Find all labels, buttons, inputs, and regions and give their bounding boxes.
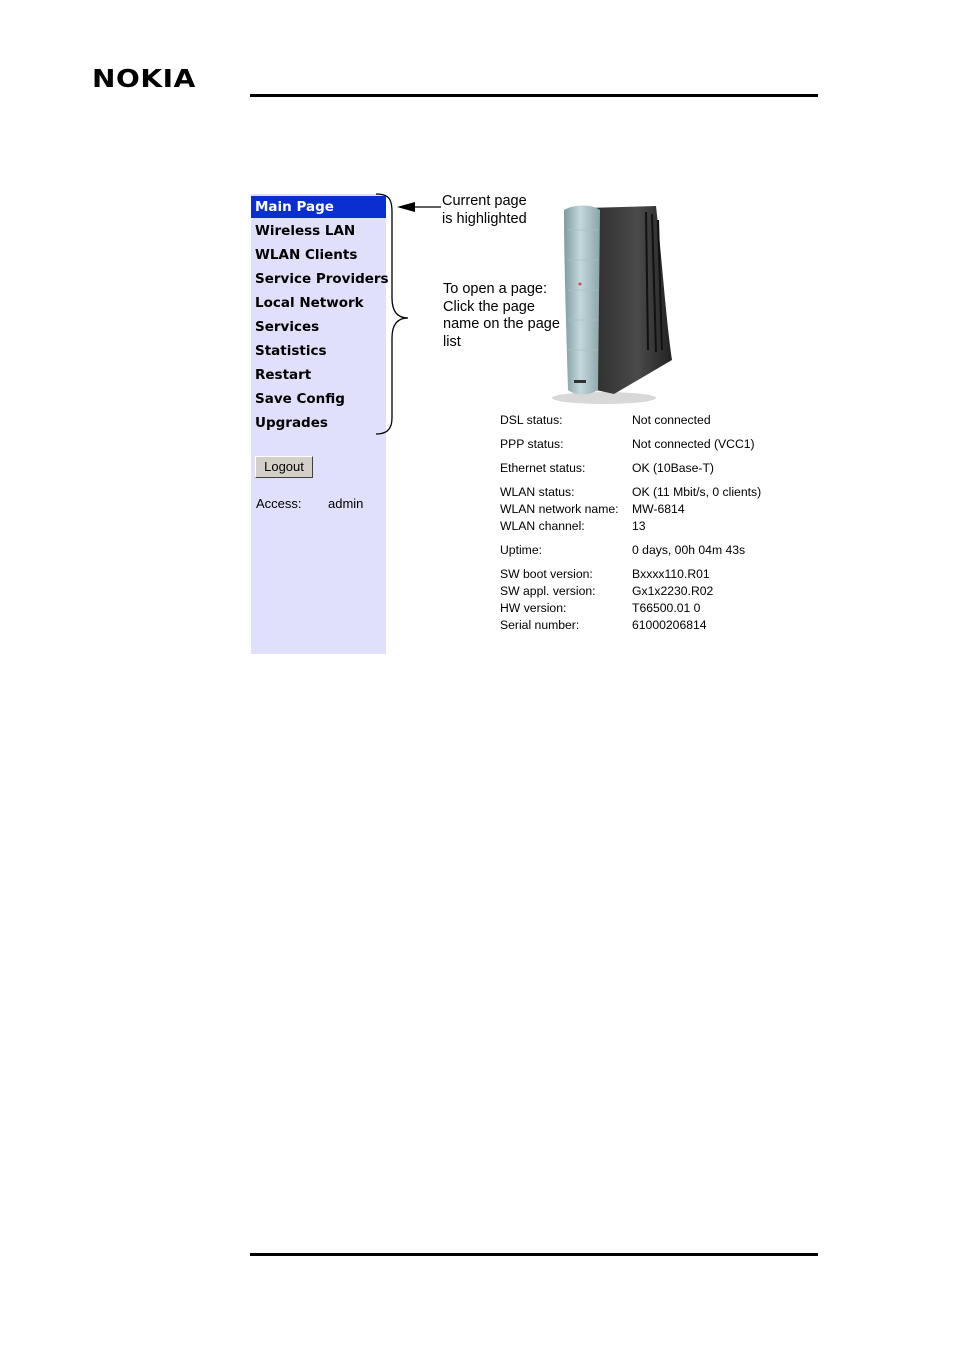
status-value: T66500.01 0 bbox=[632, 601, 701, 615]
annotation-open-1: To open a page: bbox=[443, 281, 548, 297]
nokia-logo: NOKIA bbox=[92, 64, 196, 93]
status-value: 13 bbox=[632, 519, 646, 533]
status-value: Not connected (VCC1) bbox=[632, 437, 755, 451]
status-label: WLAN status: bbox=[500, 485, 575, 499]
nav-item-local-network[interactable]: Local Network bbox=[255, 295, 364, 311]
status-label: SW boot version: bbox=[500, 567, 593, 581]
status-label: DSL status: bbox=[500, 413, 563, 427]
footer-rule bbox=[250, 1253, 818, 1256]
nav-item-statistics[interactable]: Statistics bbox=[255, 343, 327, 359]
status-value: OK (11 Mbit/s, 0 clients) bbox=[632, 485, 762, 499]
status-value: 61000206814 bbox=[632, 618, 707, 632]
nav-item-wireless-lan[interactable]: Wireless LAN bbox=[255, 223, 356, 239]
status-label: WLAN network name: bbox=[500, 502, 619, 516]
status-label: PPP status: bbox=[500, 437, 564, 451]
header-rule bbox=[250, 94, 818, 97]
status-label: WLAN channel: bbox=[500, 519, 585, 533]
status-label: SW appl. version: bbox=[500, 584, 596, 598]
status-label: HW version: bbox=[500, 601, 567, 615]
annotation-open-2: Click the page bbox=[443, 299, 535, 315]
nav-item-services[interactable]: Services bbox=[255, 319, 320, 335]
status-value: 0 days, 00h 04m 43s bbox=[632, 543, 746, 557]
brace-callout bbox=[370, 190, 450, 440]
status-label: Uptime: bbox=[500, 543, 542, 557]
status-value: MW-6814 bbox=[632, 502, 685, 516]
logout-button[interactable]: Logout bbox=[255, 456, 313, 478]
status-value: Bxxxx110.R01 bbox=[632, 567, 710, 581]
nav-item-upgrades[interactable]: Upgrades bbox=[255, 415, 328, 431]
nav-item-save-config[interactable]: Save Config bbox=[255, 391, 345, 407]
annotation-current-1: Current page bbox=[442, 193, 527, 209]
arrow-icon bbox=[395, 198, 445, 216]
annotation-open-3: name on the page bbox=[443, 316, 560, 332]
status-label: Ethernet status: bbox=[500, 461, 586, 475]
status-value: Gx1x2230.R02 bbox=[632, 584, 714, 598]
status-label: Serial number: bbox=[500, 618, 580, 632]
status-value: Not connected bbox=[632, 413, 711, 427]
annotation-current-2: is highlighted bbox=[442, 211, 527, 227]
status-value: OK (10Base-T) bbox=[632, 461, 714, 475]
modem-device-image bbox=[544, 200, 679, 410]
sidebar-nav bbox=[251, 194, 389, 654]
annotation-open-4: list bbox=[443, 334, 461, 350]
nav-item-service-providers[interactable]: Service Providers bbox=[255, 271, 389, 287]
access-label: Access: bbox=[256, 496, 302, 511]
nav-item-restart[interactable]: Restart bbox=[255, 367, 312, 383]
nav-item-wlan-clients[interactable]: WLAN Clients bbox=[255, 247, 358, 263]
access-value: admin bbox=[328, 496, 364, 511]
nav-item-main-page[interactable]: Main Page bbox=[251, 196, 386, 218]
